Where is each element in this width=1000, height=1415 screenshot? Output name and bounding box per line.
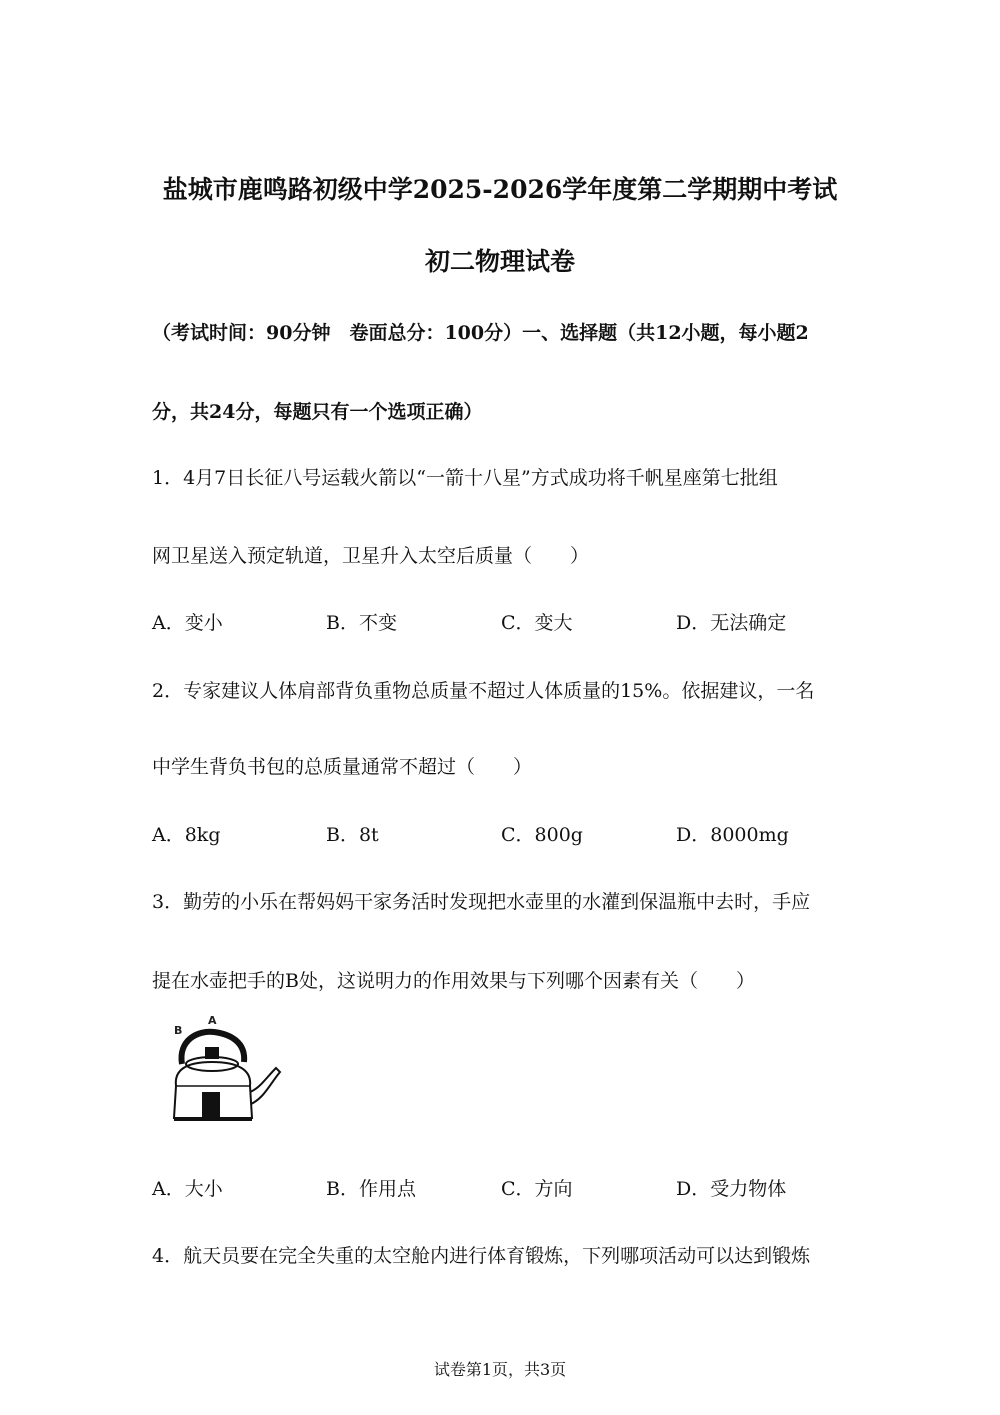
question-1-option-d: D．无法确定 (676, 612, 787, 634)
question-1-option-a: A．变小 (152, 612, 223, 634)
question-3-option-b: B．作用点 (326, 1178, 416, 1200)
question-2-option-d: D．8000mg (676, 824, 789, 846)
question-1-option-b: B．不变 (326, 612, 397, 634)
exam-title-line1: 盐城市鹿鸣路初级中学2025-2026学年度第二学期期中考试 (162, 175, 838, 204)
kettle-figure (168, 1012, 288, 1127)
question-4-line1: 4．航天员要在完全失重的太空舱内进行体育锻炼，下列哪项活动可以达到锻炼 (152, 1245, 811, 1267)
question-3-option-d: D．受力物体 (676, 1178, 787, 1200)
question-2-line2: 中学生背负书包的总质量通常不超过（ ） (152, 756, 533, 778)
page-footer: 试卷第1页，共3页 (433, 1360, 567, 1379)
question-2-option-c: C．800g (501, 824, 583, 846)
question-1-line2: 网卫星送入预定轨道，卫星升入太空后质量（ ） (152, 545, 590, 567)
question-1-line1: 1．4月7日长征八号运载火箭以“一箭十八星”方式成功将千帆星座第七批组 (152, 467, 778, 489)
exam-title-line2: 初二物理试卷 (424, 247, 575, 276)
question-2-option-b: B．8t (326, 824, 379, 846)
question-3-option-c: C．方向 (501, 1178, 573, 1200)
question-1-option-c: C．变大 (501, 612, 573, 634)
question-3-line2: 提在水壶把手的B处，这说明力的作用效果与下列哪个因素有关（ ） (152, 970, 755, 992)
question-2-line1: 2．专家建议人体肩部背负重物总质量不超过人体质量的15%。依据建议，一名 (152, 680, 815, 702)
question-2-option-a: A．8kg (152, 824, 221, 846)
figure-label-a: A (208, 1014, 217, 1027)
question-3-line1: 3．勤劳的小乐在帮妈妈干家务活时发现把水壶里的水灌到保温瓶中去时，手应 (152, 891, 811, 913)
exam-info-line1: （考试时间：90分钟 卷面总分：100分）一、选择题（共12小题，每小题2 (152, 322, 809, 344)
question-3-option-a: A．大小 (152, 1178, 223, 1200)
figure-label-b: B (174, 1024, 183, 1037)
exam-info-line2: 分，共24分，每题只有一个选项正确） (152, 401, 483, 423)
